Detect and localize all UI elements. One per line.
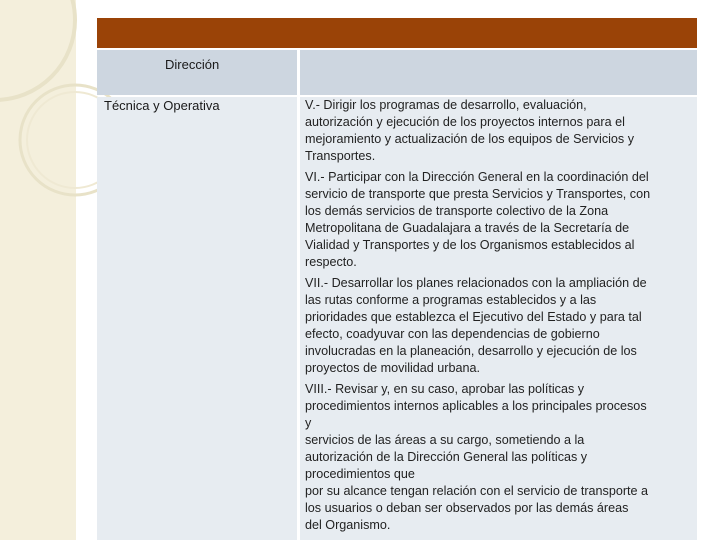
header-cell-empty: [300, 50, 697, 95]
header-cell-direccion: [97, 50, 297, 95]
title-bar: [97, 18, 697, 48]
functions-table: [97, 50, 697, 540]
function-paragraph-vi: VI.- Participar con la Dirección General en la coordinación del servicio de transporte que presta Servicios y Transportes, con los demás servicios de transporte colectivo de la Zona Metropolitana de Guadalajara a través de la Secretaría de Vialidad y Transportes y de los Organismos establecidos al respecto.: [305, 170, 651, 269]
function-paragraph-vii: VII.- Desarrollar los planes relacionados con la ampliación de las rutas conforme a programas establecidos y a las prioridades que establezca el Ejecutivo del Estado y para tal efecto, coadyuvar con las dependencias de gobierno involucradas en la planeación, desarrollo y ejecución de los proyectos de movilidad urbana.: [305, 276, 647, 375]
header-label-direccion: Dirección: [165, 57, 220, 72]
row-label-cell: [97, 97, 297, 540]
function-paragraph-v: V.- Dirigir los programas de desarrollo, evaluación, autorización y ejecución de los proyectos internos para el mejoramiento y actualización de los equipos de Servicios y Transportes.: [305, 98, 635, 163]
functions-list: [305, 97, 693, 538]
function-paragraph-viii: VIII.- Revisar y, en su caso, aprobar las políticas y procedimientos internos aplicables a los principales procesos y servicios de las áreas a su cargo, sometiendo a la autorización de la Dirección General las políticas y procedimientos que por su alcance tengan relación con el servicio de transporte a los usuarios o deban ser observados por las demás áreas del Organismo.: [305, 382, 649, 532]
row-functions-cell: [300, 97, 697, 540]
row-label: Técnica y Operativa: [104, 98, 220, 113]
